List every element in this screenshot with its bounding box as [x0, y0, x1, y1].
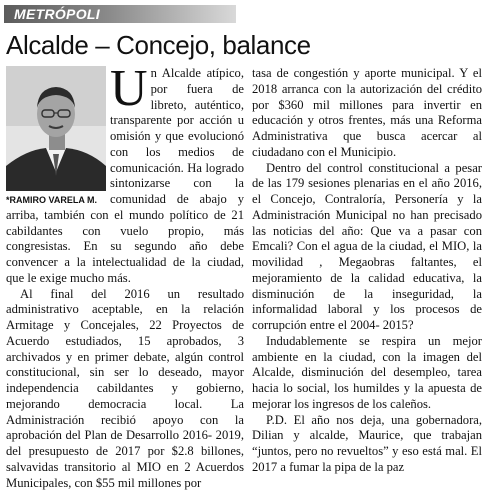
article-paragraph: Un Alcalde atípico, por fuera de libreto, auténtico, transparente por acción u omisión y que evolucionó con los medios de comunicación. Ha logrado sintonizarse con la comunidad de abajo y arriba, también con el mundo político de 21 cabildantes con vuelo propio, más congresistas. En su segundo año debe convencer a la intelectualidad de la ciudad, que le exige mucho más. [6, 66, 244, 287]
section-header-bar [4, 5, 236, 23]
section-label: METRÓPOLI [14, 5, 100, 23]
article-column-right [252, 66, 482, 476]
article-paragraph: Al final del 2016 un resultado administrativo aceptable, en la relación Armitage y Concejales, 22 Proyectos de Acuerdo estudiados, 15 aprobados, 3 archivados y en primer debate, algún control constitucional, sin ser lo deseado, mayor independencia cabildantes y gobierno, mejorando democracia local. La Administración recibió apoyo con la aprobación del Plan de Desarrollo 2016- 2019, del presupuesto de 2017 por $2.8 billones, salvavidas transitorio al MIO en 2 Acuerdos Municipales, con $55 mil millones por [6, 287, 244, 491]
article-column-left [6, 66, 244, 491]
article-paragraph: Indudablemente se respira un mejor ambiente en la ciudad, con la imagen del Alcalde, disminución del desempleo, tarea hacia lo social, los humildes y la apuesta de mejorar los ingresos de los caleños. [252, 334, 482, 413]
photo-space [6, 66, 110, 199]
photo-caption: *RAMIRO VARELA M. [6, 195, 97, 205]
article-headline: Alcalde – Concejo, balance [6, 30, 311, 60]
article-paragraph: Dentro del control constitucional a pesar de las 179 sesiones plenarias en el año 2016, el Concejo, Contraloría, Personería y la Administración Municipal no han precisado las noticias del año: Que va a pasar con Emcali? Con el agua de la ciudad, el MIO, la movilidad , Megaobras faltantes, el mejoramiento de la calidad educativa, la disminución de la inseguridad, la informalidad laboral y los procesos de corrupción entre el 2004- 2015? [252, 161, 482, 334]
article-paragraph: tasa de congestión y aporte municipal. Y el 2018 arranca con la autorización del crédito por $360 mil millones para invertir en educación y otros frentes, más una Reforma Administrativa que busca acercar al ciudadano con el Municipio. [252, 66, 482, 161]
article-paragraph: P.D. El año nos deja, una gobernadora, Dilian y alcalde, Maurice, que trabajan “juntos, pero no revueltos” y eso está mal. El 2017 a fumar la pipa de la paz [252, 413, 482, 476]
drop-cap: U [110, 69, 148, 109]
